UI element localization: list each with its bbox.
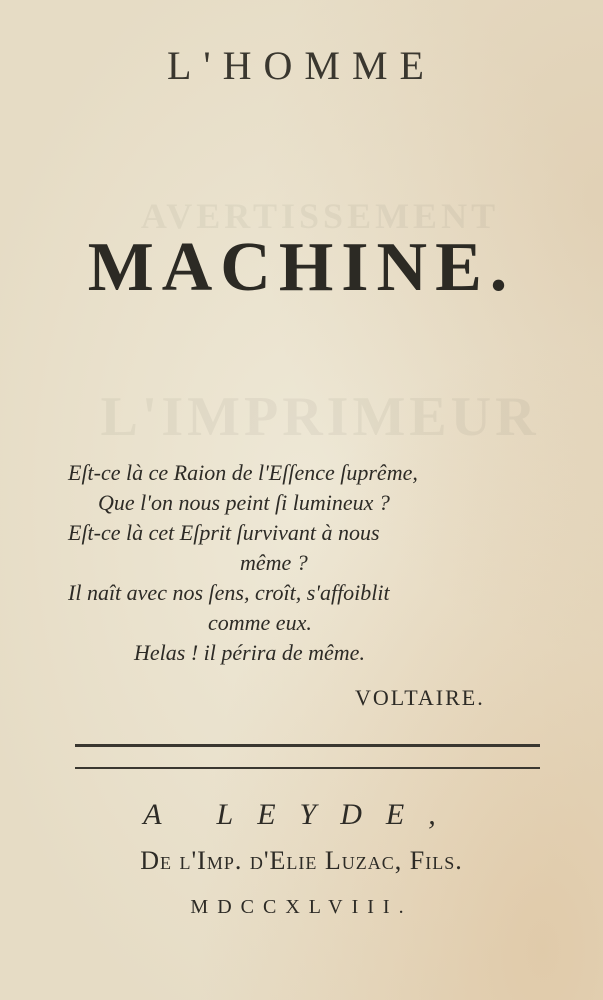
epigraph-line: comme eux. xyxy=(208,610,312,635)
epigraph-line: Que l'on nous peint ſi lumineux ? xyxy=(98,490,390,515)
imprint-printer: De l'Imp. d'Elie Luzac, Fils. xyxy=(140,846,463,875)
main-title: MACHINE. xyxy=(87,229,516,306)
divider-rule xyxy=(75,767,540,769)
epigraph-line: Helas ! il périra de même. xyxy=(134,640,365,665)
imprint-place: A LEYDE, xyxy=(143,798,460,831)
epigraph-line: Eſt-ce là cet Eſprit ſurvivant à nous xyxy=(68,520,380,545)
bleed-through-text: L'IMPRIMEUR xyxy=(100,386,540,448)
epigraph-line: Il naît avec nos ſens, croît, s'affoiblit xyxy=(68,580,390,605)
epigraph xyxy=(68,458,548,668)
epigraph-line: même ? xyxy=(240,550,308,575)
imprint-date: MDCCXLVIII. xyxy=(190,896,413,918)
epigraph-line: Eſt-ce là ce Raion de l'Eſſence ſuprême, xyxy=(68,460,418,485)
top-title: L'HOMME xyxy=(167,43,436,88)
epigraph-attribution: VOLTAIRE. xyxy=(355,685,485,710)
divider-rule xyxy=(75,744,540,747)
bleed-through-text: AVERTISSEMENT xyxy=(140,196,500,236)
